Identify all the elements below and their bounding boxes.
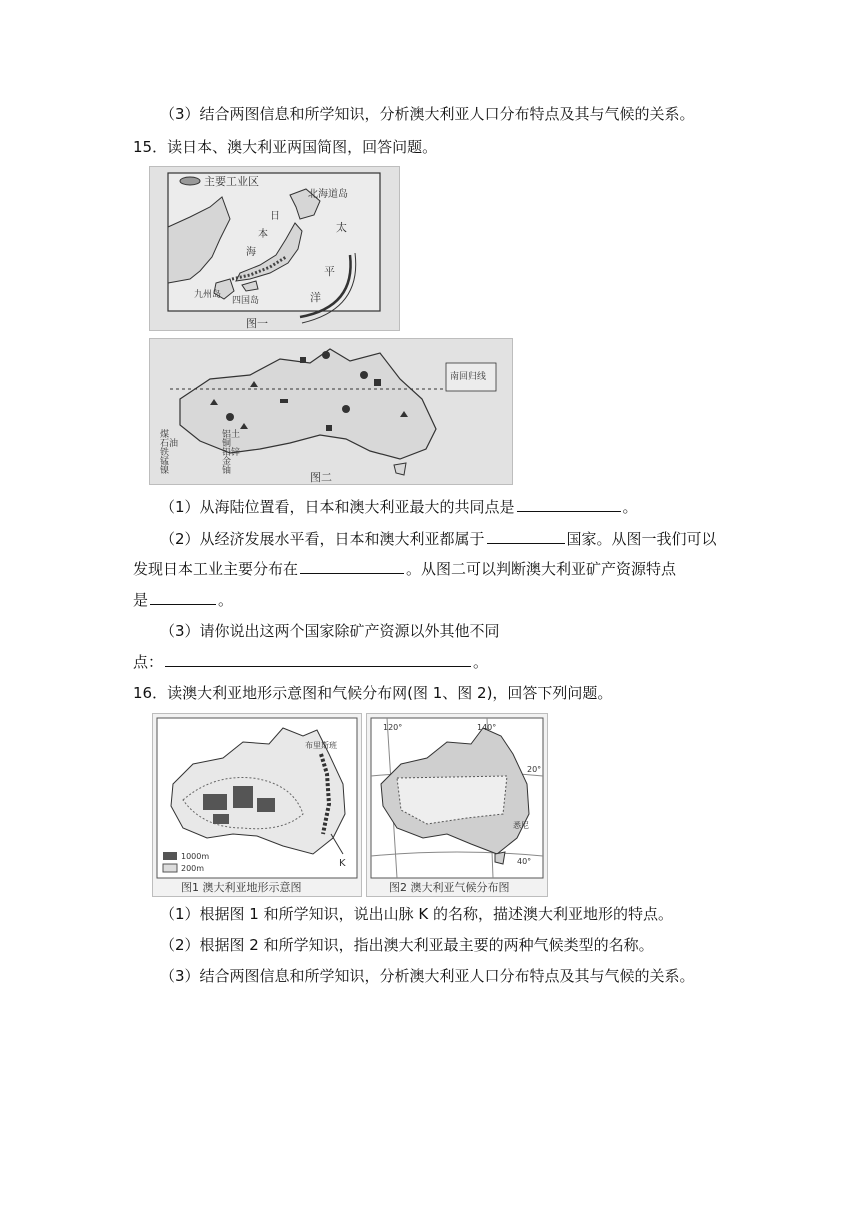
prev-question-3: （3）结合两图信息和所学知识，分析澳大利亚人口分布特点及其与气候的关系。 bbox=[160, 105, 695, 123]
q15-part3-text1: 点： bbox=[133, 653, 164, 671]
fig2-lon-140: 140° bbox=[477, 723, 497, 732]
q15-part2-text2: 国家。从图一我们可以 bbox=[566, 530, 717, 548]
q15-part2-text6: 。 bbox=[218, 591, 234, 609]
fig1-label-shikoku: 四国岛 bbox=[232, 296, 260, 306]
q16-part3: （3）结合两图信息和所学知识，分析澳大利亚人口分布特点及其与气候的关系。 bbox=[160, 967, 695, 985]
question-16-stem: 16．读澳大利亚地形示意图和气候分布网(图 1、图 2)，回答下列问题。 bbox=[133, 684, 613, 702]
legend-iron: 铁 bbox=[160, 448, 170, 458]
fig1-label-hai: 海 bbox=[246, 247, 256, 258]
fig2-lat-20: 20° bbox=[527, 765, 542, 774]
fig2-tropic-label: 南回归线 bbox=[450, 372, 487, 382]
legend-copper: 铜 bbox=[222, 439, 232, 449]
fig1-city-brisbane: 布里斯班 bbox=[305, 741, 337, 750]
q16-part2: （2）根据图 2 和所学知识，指出澳大利亚最主要的两种气候类型的名称。 bbox=[160, 936, 654, 954]
q15-part2-blank1[interactable] bbox=[487, 528, 565, 544]
q15-part3-end: 。 bbox=[473, 653, 489, 671]
q15-part2-text1: （2）从经济发展水平看，日本和澳大利亚都属于 bbox=[160, 530, 485, 548]
fig2-lat-40: 40° bbox=[517, 857, 532, 866]
legend-manganese: 锰 bbox=[160, 457, 170, 467]
q15-part2-line1 bbox=[160, 528, 717, 549]
legend-gold: 金 bbox=[222, 457, 232, 467]
legend-bauxite: 铝土 bbox=[222, 430, 241, 440]
fig1-legend-200: 200m bbox=[181, 864, 205, 873]
q15-part2-line3 bbox=[133, 589, 233, 610]
fig2-caption: 图二 bbox=[310, 471, 332, 484]
fig1-mountain-k: K bbox=[339, 858, 346, 869]
legend-lead-zinc: 铅锌 bbox=[222, 448, 241, 458]
q15-part2-text3: 发现日本工业主要分布在 bbox=[133, 560, 299, 578]
fig1-label-yang: 洋 bbox=[310, 291, 321, 304]
fig2-caption: 图2 澳大利亚气候分布图 bbox=[389, 881, 510, 894]
q15-part1-end: 。 bbox=[622, 498, 638, 516]
q15-part2-blank3[interactable] bbox=[150, 589, 216, 605]
fig1-legend-1000: 1000m bbox=[181, 852, 210, 861]
q16-part1: （1）根据图 1 和所学知识，说出山脉 K 的名称，描述澳大利亚地形的特点。 bbox=[160, 905, 673, 923]
q15-part3-blank[interactable] bbox=[165, 651, 471, 667]
q15-part2-text4: 。从图二可以判断澳大利亚矿产资源特点 bbox=[406, 560, 677, 578]
legend-uranium: 铀 bbox=[222, 466, 232, 476]
australia-terrain-figure bbox=[152, 713, 362, 897]
fig1-label-tai: 太 bbox=[336, 221, 347, 234]
q15-part1-text: （1）从海陆位置看，日本和澳大利亚最大的共同点是 bbox=[160, 498, 515, 516]
legend-nickel: 镍 bbox=[160, 466, 170, 476]
fig1-label-kyushu: 九州岛 bbox=[194, 290, 222, 300]
fig2-city-sydney: 悉尼 bbox=[513, 821, 529, 830]
fig1-caption: 图1 澳大利亚地形示意图 bbox=[181, 881, 302, 894]
q15-part3-line2 bbox=[133, 651, 488, 672]
fig1-legend-industrial: 主要工业区 bbox=[204, 175, 259, 188]
fig1-label-ben: 本 bbox=[258, 229, 268, 240]
q15-part3-line1: （3）请你说出这两个国家除矿产资源以外其他不同 bbox=[160, 622, 500, 640]
q15-part2-text5: 是 bbox=[133, 591, 149, 609]
australia-climate-figure bbox=[366, 713, 548, 897]
q15-part2-line2 bbox=[133, 558, 676, 579]
q15-part1-blank[interactable] bbox=[517, 496, 621, 512]
fig1-label-hokkaido-1: 北海道岛 bbox=[308, 189, 348, 200]
fig1-label-ping: 平 bbox=[324, 265, 335, 278]
q15-part1 bbox=[160, 496, 638, 517]
question-15-stem: 15．读日本、澳大利亚两国简图，回答问题。 bbox=[133, 138, 438, 156]
legend-coal: 煤 bbox=[160, 430, 170, 440]
fig1-label-ri: 日 bbox=[270, 211, 280, 222]
fig1-caption: 图一 bbox=[246, 317, 268, 330]
australia-minerals-figure bbox=[149, 338, 513, 485]
fig2-lon-120: 120° bbox=[383, 723, 403, 732]
japan-map-figure bbox=[149, 166, 400, 331]
q15-part2-blank2[interactable] bbox=[300, 558, 404, 574]
legend-oil: 石油 bbox=[160, 439, 179, 449]
